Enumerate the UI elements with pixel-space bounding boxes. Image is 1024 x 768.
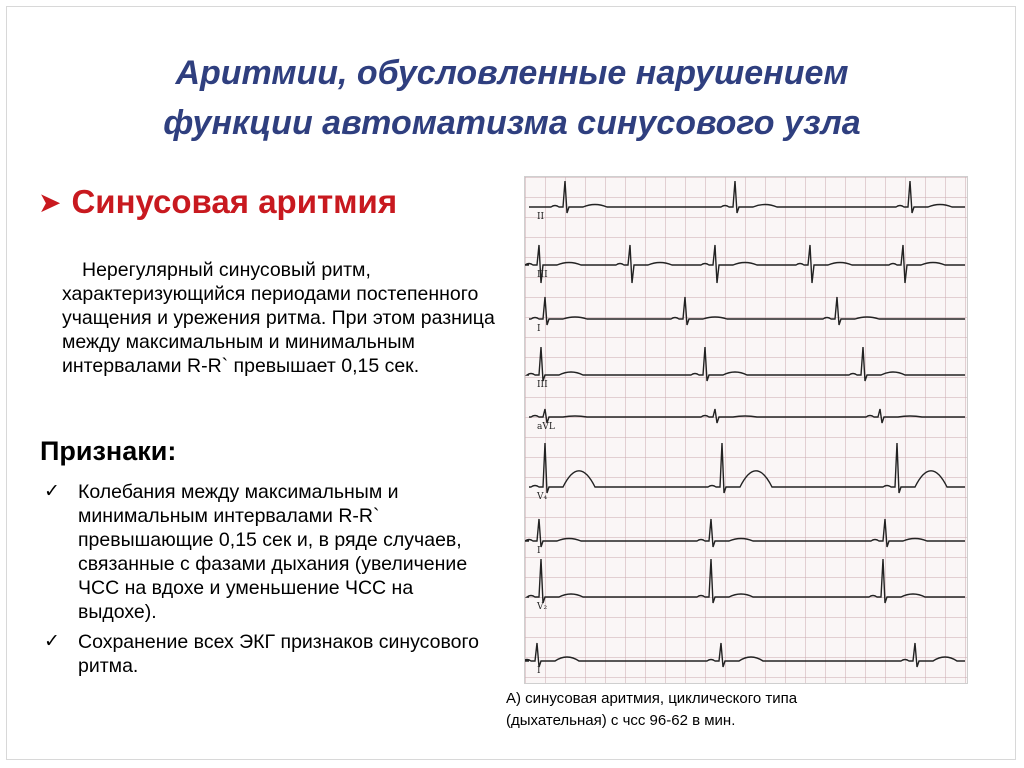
ecg-trace-4 — [527, 347, 965, 381]
slide-title — [40, 48, 984, 148]
caption-line-2: (дыхательная) с чсс 96-62 в мин. — [506, 712, 736, 729]
check-icon: ✓ — [44, 481, 60, 502]
title-line-1: Аритмии, обусловленные нарушением — [175, 54, 849, 92]
caption-line-1: А) синусовая аритмия, циклического типа — [506, 690, 798, 707]
arrow-right-icon: ➤ — [38, 186, 62, 218]
ecg-trace-3 — [529, 297, 965, 325]
ecg-trace-1 — [529, 181, 965, 213]
ecg-trace-2 — [525, 245, 965, 283]
ecg-traces — [525, 177, 969, 685]
ecg-trace-6 — [529, 443, 965, 493]
heading-text: Синусовая аритмия — [71, 183, 398, 220]
ecg-lead-label: I — [537, 324, 541, 334]
ecg-lead-label: aVL — [537, 422, 555, 432]
list-item — [40, 480, 490, 624]
check-icon: ✓ — [44, 631, 60, 652]
ecg-lead-label: I — [537, 666, 541, 676]
ecg-caption — [506, 688, 926, 732]
ecg-trace-7 — [525, 519, 965, 547]
signs-heading: Признаки: — [40, 436, 177, 466]
ecg-lead-label: III — [537, 270, 548, 280]
ecg-trace-8 — [527, 559, 965, 603]
title-line-2: функции автоматизма синусового узла — [163, 104, 861, 142]
bullet-text: Сохранение всех ЭКГ признаков синусового ритма. — [78, 631, 480, 677]
ecg-lead-label: I — [537, 546, 541, 556]
ecg-lead-label: II — [537, 212, 545, 222]
ecg-trace-9 — [525, 643, 965, 667]
list-item — [40, 630, 490, 678]
ecg-lead-label: III — [537, 380, 548, 390]
description-paragraph: Нерегулярный синусовый ритм, характеризующийся периодами постепенного учащения и урежения ритма. При этом разница между максимальным и минимальным интервалами R-R` превышает 0,15 сек. — [62, 259, 495, 377]
signs-list — [40, 480, 490, 684]
ecg-lead-label: V₄ — [537, 492, 548, 502]
ecg-lead-label: V₂ — [537, 602, 548, 612]
section-heading — [38, 180, 397, 224]
ecg-trace-5 — [529, 409, 965, 423]
bullet-text: Колебания между максимальным и минимальным интервалами R-R` превышающие 0,15 сек и, в ряде случаев, связанные с фазами дыхания (увеличение ЧСС на вдохе и уменьшение ЧСС на выдохе). — [78, 481, 468, 623]
ecg-strip-image — [524, 176, 968, 684]
